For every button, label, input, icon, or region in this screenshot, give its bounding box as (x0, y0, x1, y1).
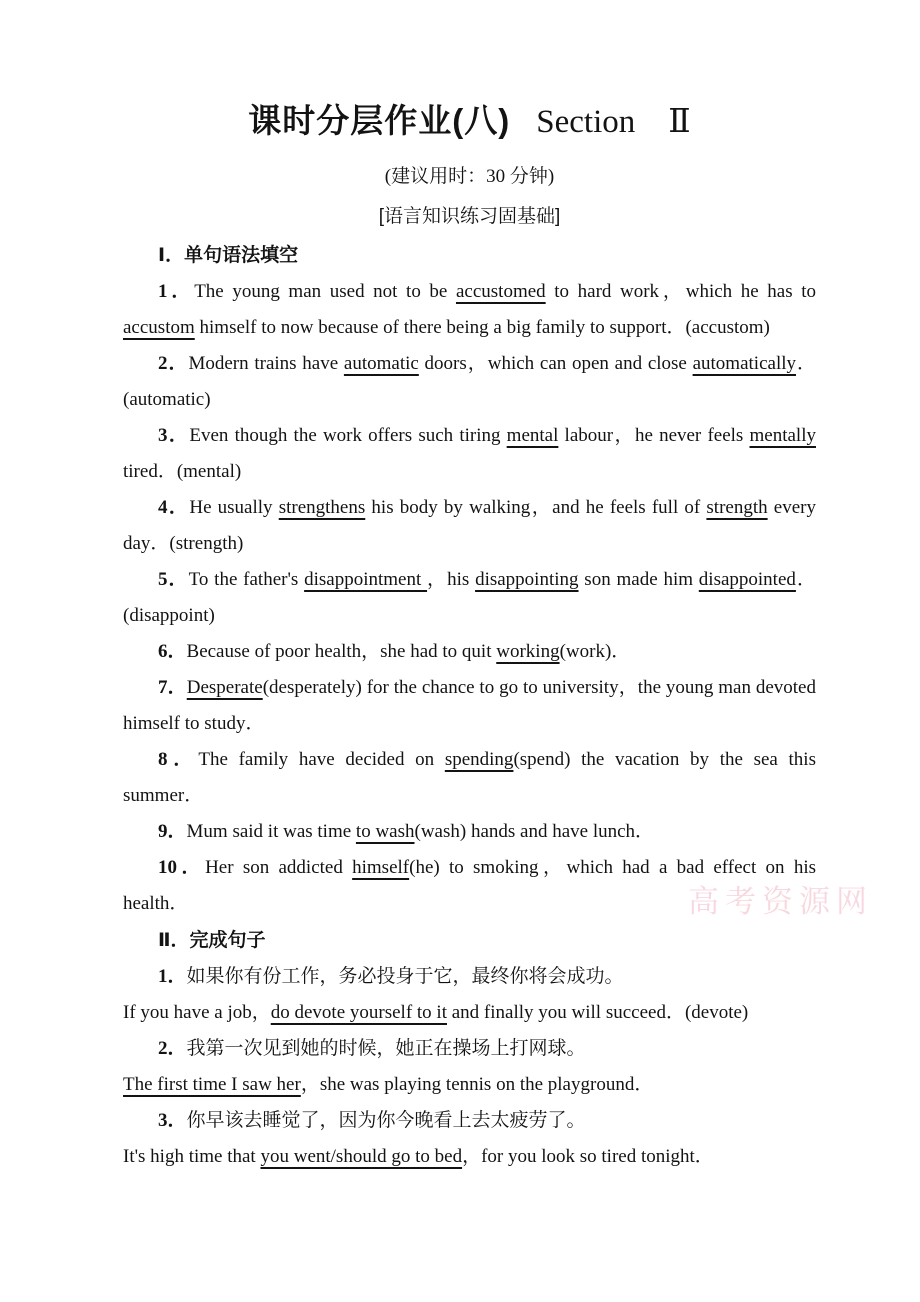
item-number: 3． (158, 425, 190, 446)
suggested-time-note: (建议用时：30 分钟) (384, 166, 555, 187)
answer-blank: accustom (123, 317, 195, 338)
text-run: The family have decided on (198, 749, 445, 770)
item-number: 8． (158, 749, 199, 770)
text-run: his body by walking，and he feels full of (365, 497, 707, 518)
text-run: ，his (427, 569, 476, 590)
text-run: (he) to smoking，which had a bad effect on his health． (123, 857, 816, 914)
grammar-item (123, 562, 816, 634)
worksheet-content (123, 96, 816, 1175)
answer-blank: disappointed (698, 569, 796, 590)
page-title (123, 96, 816, 147)
answer-blank: you went/should go to bed (260, 1146, 463, 1167)
text-run: If you have a job， (123, 1002, 271, 1023)
answer-blank: automatic (343, 353, 419, 374)
answer-blank: strength (706, 497, 768, 518)
answer-blank: Desperate (186, 677, 263, 698)
completion-item-english (123, 1067, 816, 1103)
page-title-section: Section Ⅱ (536, 104, 691, 140)
answer-blank: himself (352, 857, 410, 878)
text-run: and finally you will succeed．(devote) (446, 1002, 749, 1023)
text-run: ．(automatic) (123, 353, 816, 410)
text-run: (spend) the vacation by the sea this summer． (123, 749, 816, 806)
answer-blank: do devote yourself to it (270, 1002, 447, 1023)
text-run: (wash) hands and have lunch． (414, 821, 655, 842)
text-run: He usually (189, 497, 279, 518)
grammar-item (123, 814, 816, 850)
grammar-item (123, 850, 816, 922)
text-run: It's high time that (123, 1146, 261, 1167)
answer-blank: mentally (749, 425, 816, 446)
text-run: (desperately) for the chance to go to university，the young man devoted himself to study． (123, 677, 816, 734)
grammar-item (123, 634, 816, 670)
item-number: 2． (158, 353, 189, 374)
text-run: Even though the work offers such tiring (189, 425, 507, 446)
item-number: 5． (158, 569, 189, 590)
text-run: tired．(mental) (123, 461, 242, 482)
completion-item-chinese (123, 1031, 816, 1067)
completion-item-english (123, 1139, 816, 1175)
item-number: 3． (158, 1110, 187, 1131)
answer-blank: to wash (355, 821, 415, 842)
answer-blank: The first time I saw her (123, 1074, 301, 1095)
text-run: every day．(strength) (123, 497, 816, 554)
grammar-item (123, 742, 816, 814)
answer-blank: automatically (692, 353, 796, 374)
item-number: 6． (158, 641, 187, 662)
completion-item-english (123, 995, 816, 1031)
item-number: 4． (158, 497, 190, 518)
text-run: Modern trains have (188, 353, 344, 374)
chinese-sentence: 如果你有份工作，务必投身于它，最终你将会成功。 (186, 966, 624, 987)
text-run: Because of poor health，she had to quit (186, 641, 497, 662)
item-number: 1． (158, 281, 195, 302)
completion-item-chinese (123, 1103, 816, 1139)
text-run: Her son addicted (205, 857, 353, 878)
answer-blank: working (496, 641, 560, 662)
chinese-sentence: 我第一次见到她的时候，她正在操场上打网球。 (186, 1038, 586, 1059)
completion-item-chinese (123, 959, 816, 995)
text-run: To the father's (188, 569, 305, 590)
answer-blank: disappointment (304, 569, 428, 590)
text-run: ，for you look so tired tonight． (462, 1146, 714, 1167)
text-run: himself to now because of there being a big family to support．(accustom) (194, 317, 770, 338)
answer-blank: accustomed (455, 281, 546, 302)
answer-blank: strengthens (278, 497, 366, 518)
text-run: son made him (578, 569, 699, 590)
item-number: 1． (158, 966, 187, 987)
item-number: 10． (158, 857, 206, 878)
grammar-item (123, 346, 816, 418)
answer-blank: mental (506, 425, 559, 446)
practice-banner: [语言知识练习固基础] (378, 206, 561, 227)
grammar-item (123, 274, 816, 346)
item-number: 9． (158, 821, 187, 842)
text-run: to hard work，which he has to (545, 281, 816, 302)
text-run: ．(disappoint) (123, 569, 816, 626)
text-run: Mum said it was time (186, 821, 356, 842)
grammar-item (123, 490, 816, 562)
text-run: (work)． (559, 641, 631, 662)
text-run: ，she was playing tennis on the playground． (300, 1074, 654, 1095)
answer-blank: spending (444, 749, 514, 770)
section-heading-1: Ⅰ．单句语法填空 (158, 245, 299, 266)
text-run: The young man used not to be (194, 281, 456, 302)
site-watermark: 高考资源网 (688, 884, 873, 919)
section-heading-2: Ⅱ．完成句子 (158, 930, 266, 951)
grammar-item (123, 670, 816, 742)
page-title-chinese: 课时分层作业(八) (248, 102, 511, 139)
answer-blank: disappointing (475, 569, 579, 590)
exercise-sections (123, 237, 816, 1175)
text-run: doors，which can open and close (418, 353, 693, 374)
text-run: labour，he never feels (558, 425, 750, 446)
item-number: 7． (158, 677, 187, 698)
item-number: 2． (158, 1038, 187, 1059)
chinese-sentence: 你早该去睡觉了，因为你今晚看上去太疲劳了。 (186, 1110, 586, 1131)
grammar-item (123, 418, 816, 490)
